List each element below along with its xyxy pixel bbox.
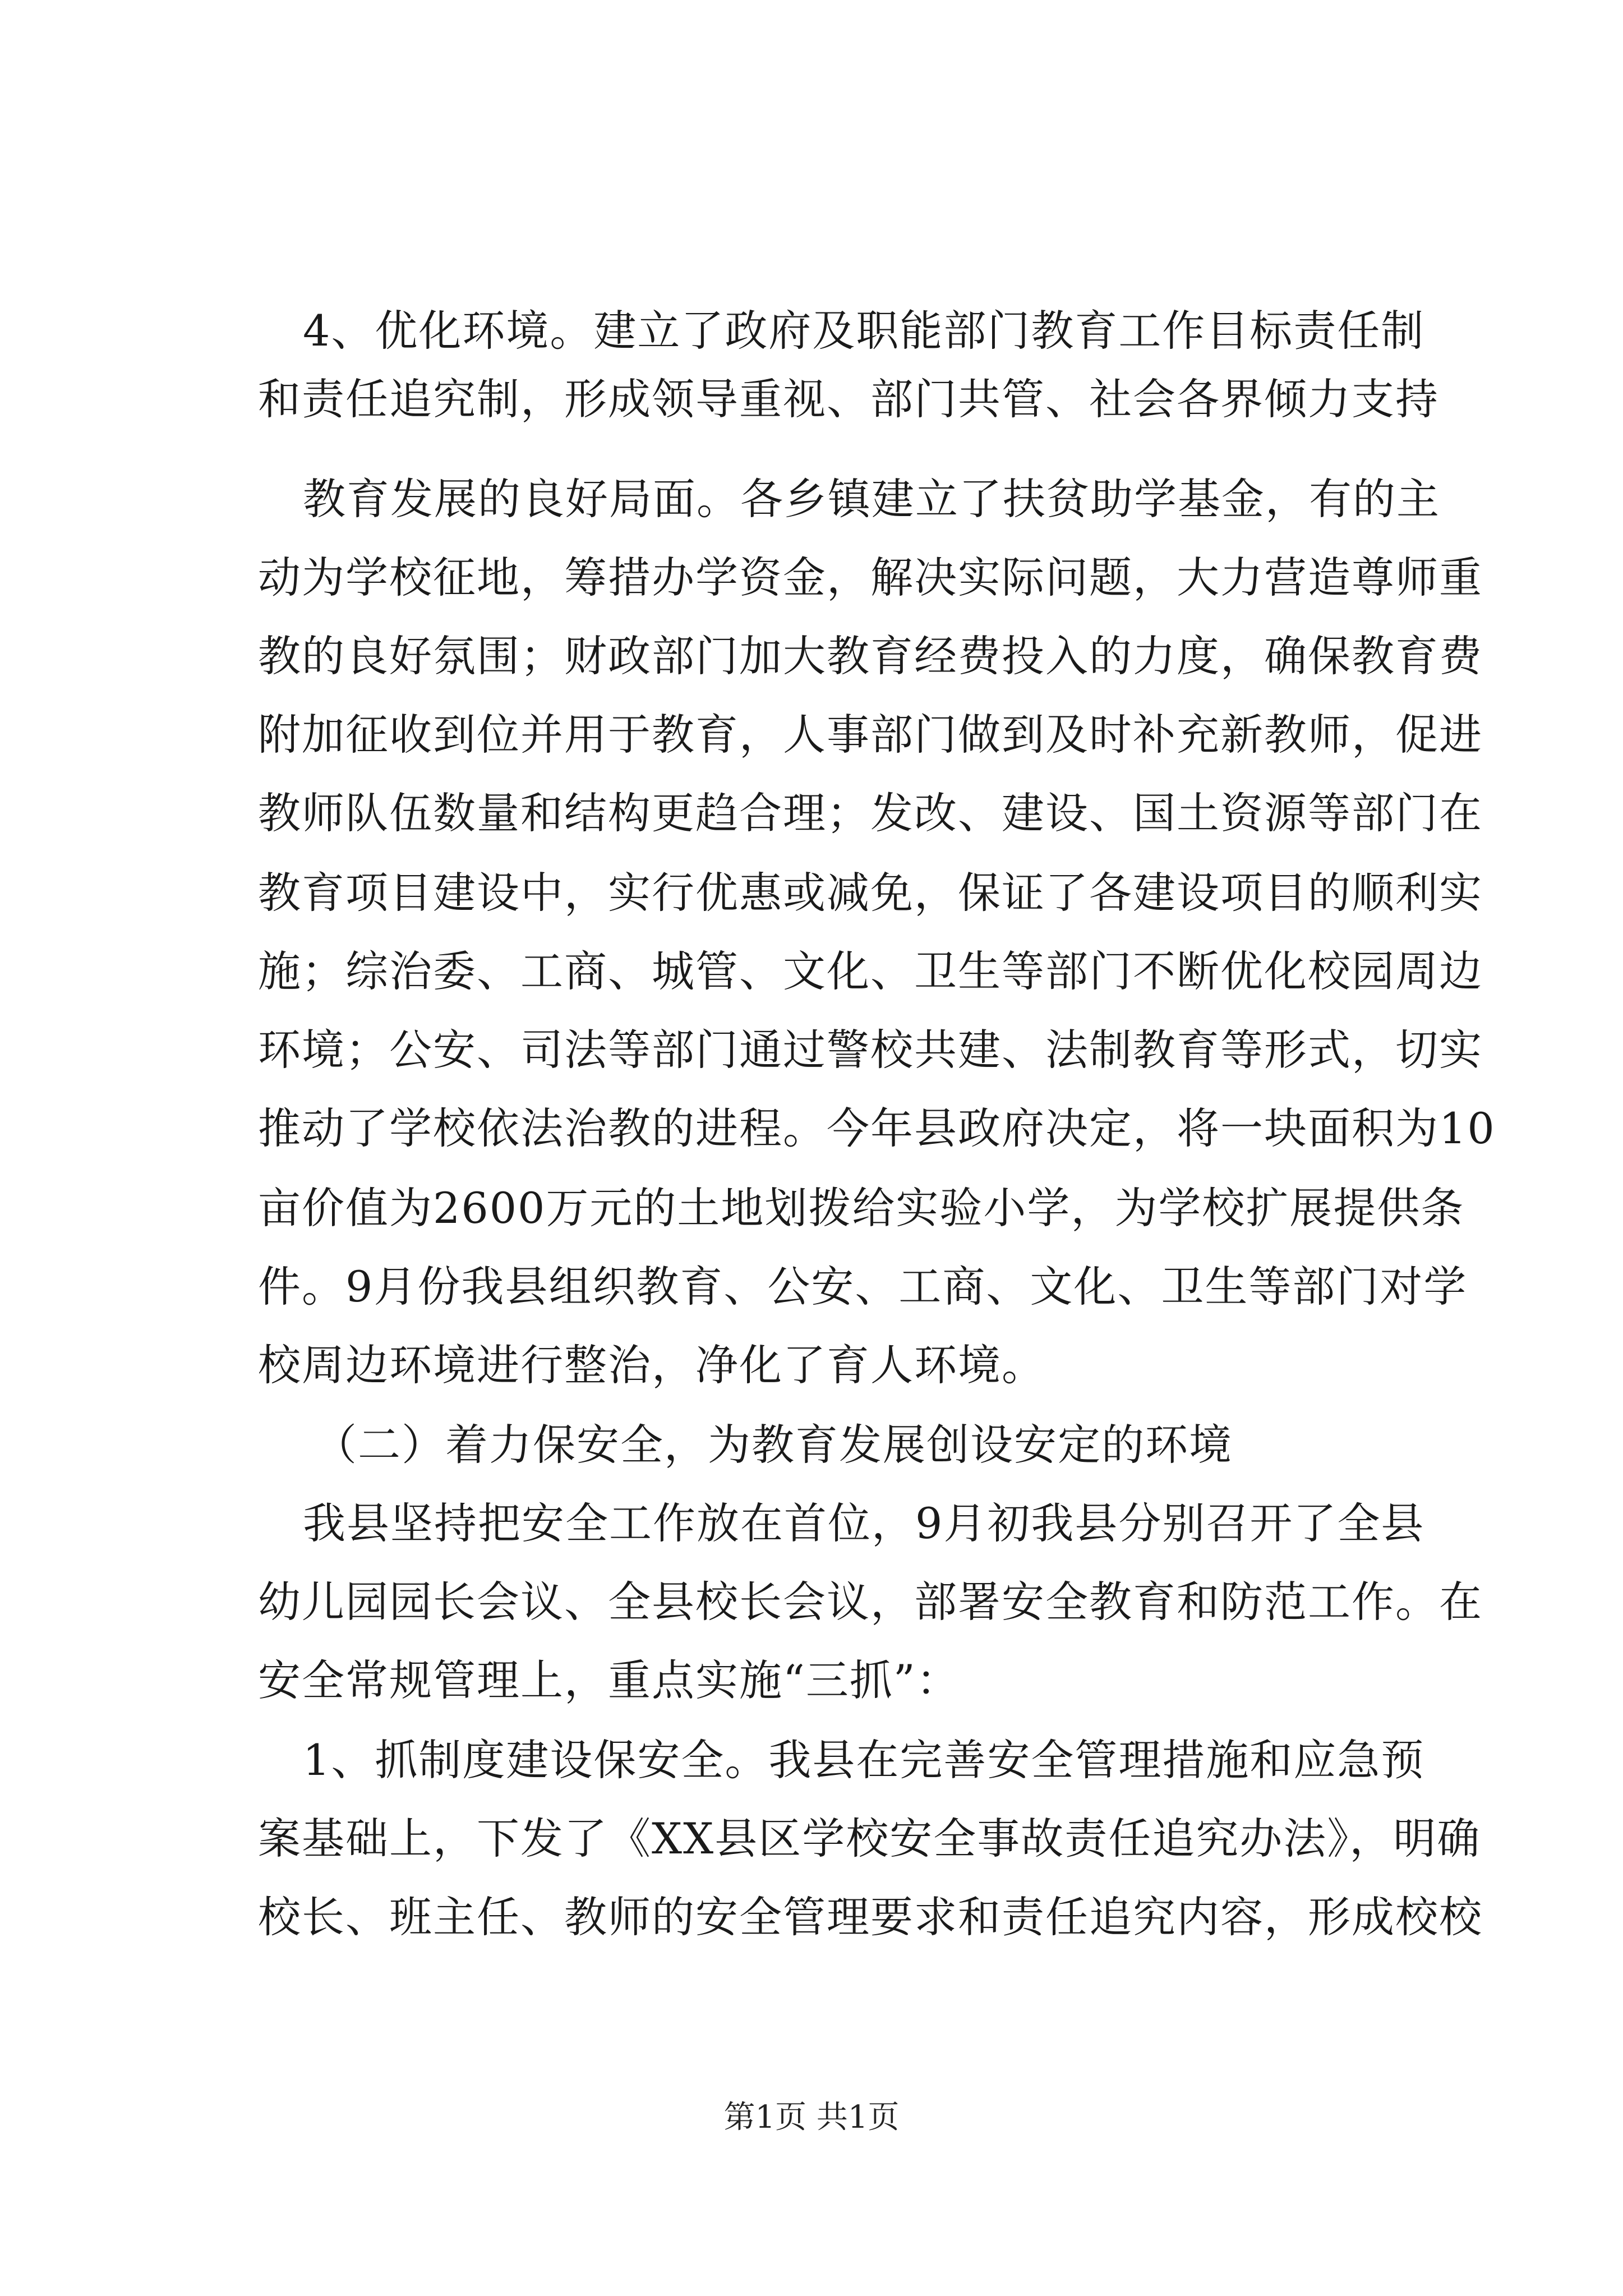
text-line: 安全常规管理上，重点实施“三抓”： <box>258 1655 960 1705</box>
text-line: 校长、班主任、教师的安全管理要求和责任追究内容，形成校校 <box>258 1892 1483 1942</box>
text-line: 件。9月份我县组织教育、公安、工商、文化、卫生等部门对学 <box>258 1262 1468 1312</box>
page-number-footer: 第1页 共1页 <box>723 2099 900 2136</box>
text-line: 亩价值为2600万元的土地划拨给实验小学，为学校扩展提供条 <box>258 1183 1465 1233</box>
text-line: 教的良好氛围；财政部门加大教育经费投入的力度，确保教育费 <box>258 631 1483 681</box>
text-line: 教育项目建设中，实行优惠或减免，保证了各建设项目的顺利实 <box>258 868 1483 918</box>
text-line: 幼儿园园长会议、全县校长会议，部署安全教育和防范工作。在 <box>258 1577 1483 1627</box>
text-line: 教育发展的良好局面。各乡镇建立了扶贫助学基金，有的主 <box>303 474 1440 524</box>
text-line: 我县坚持把安全工作放在首位，9月初我县分别召开了全县 <box>303 1498 1425 1548</box>
text-line: 4、优化环境。建立了政府及职能部门教育工作目标责任制 <box>303 306 1425 356</box>
text-line: 案基础上，下发了《XX县区学校安全事故责任追究办法》，明确 <box>258 1814 1481 1864</box>
text-line: 推动了学校依法治教的进程。今年县政府决定，将一块面积为10 <box>258 1103 1496 1153</box>
text-line: 1、抓制度建设保安全。我县在完善安全管理措施和应急预 <box>303 1735 1425 1785</box>
section-heading: （二）着力保安全，为教育发展创设安定的环境 <box>314 1420 1233 1470</box>
text-line: 环境；公安、司法等部门通过警校共建、法制教育等形式，切实 <box>258 1025 1483 1075</box>
text-line: 校周边环境进行整治，净化了育人环境。 <box>258 1340 1045 1390</box>
text-line: 和责任追究制，形成领导重视、部门共管、社会各界倾力支持 <box>258 374 1439 424</box>
text-line: 附加征收到位并用于教育，人事部门做到及时补充新教师，促进 <box>258 710 1483 760</box>
text-line: 动为学校征地，筹措办学资金，解决实际问题，大力营造尊师重 <box>258 553 1483 602</box>
text-line: 施；综治委、工商、城管、文化、卫生等部门不断优化校园周边 <box>258 946 1483 996</box>
text-line: 教师队伍数量和结构更趋合理；发改、建设、国土资源等部门在 <box>258 788 1483 838</box>
